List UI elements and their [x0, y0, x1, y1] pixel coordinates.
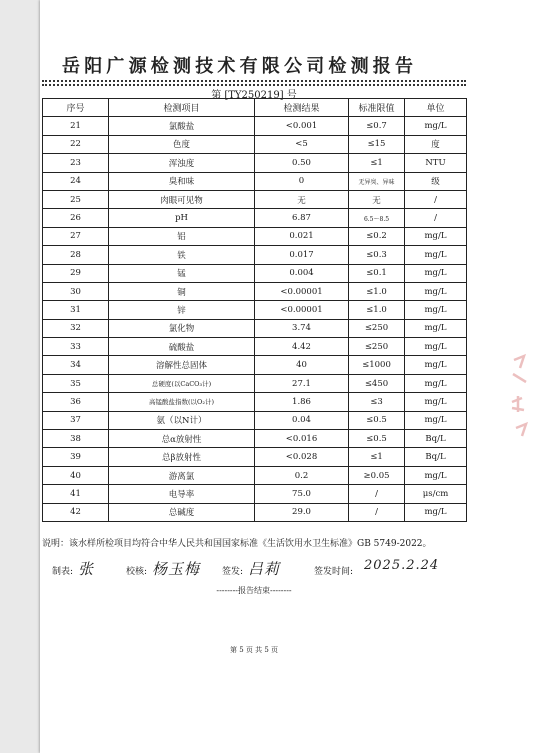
cell-limit: ≤0.7	[349, 117, 405, 135]
cell-result: <0.001	[255, 117, 349, 135]
table-row	[43, 356, 467, 374]
conclusion-note: 说明：该水样所检项目均符合中华人民共和国国家标准《生活饮用水卫生标准》GB 5749-2022。	[42, 539, 432, 549]
table-row	[43, 282, 467, 300]
cell-unit: mg/L	[405, 374, 467, 392]
cell-limit: ≤450	[349, 374, 405, 392]
cell-unit: Bq/L	[405, 448, 467, 466]
report-end-marker: --------报告结束--------	[216, 586, 292, 595]
col-header-limit: 标准限值	[349, 99, 405, 117]
cell-unit: /	[405, 209, 467, 227]
col-header-no: 序号	[43, 99, 109, 117]
cell-result: 29.0	[255, 503, 349, 521]
table-row	[43, 264, 467, 282]
cell-unit: μs/cm	[405, 485, 467, 503]
cell-no: 33	[43, 338, 109, 356]
issue-date-label: 签发时间:	[314, 567, 354, 577]
cell-result: 3.74	[255, 319, 349, 337]
cell-item: 总α放射性	[109, 430, 255, 448]
table-row	[43, 117, 467, 135]
partial-seal-stamp	[508, 352, 534, 442]
cell-limit: ≤0.1	[349, 264, 405, 282]
table-row	[43, 227, 467, 245]
cell-no: 34	[43, 356, 109, 374]
cell-unit: mg/L	[405, 227, 467, 245]
cell-result: 0.004	[255, 264, 349, 282]
cell-unit: mg/L	[405, 319, 467, 337]
cell-unit: mg/L	[405, 356, 467, 374]
cell-no: 26	[43, 209, 109, 227]
cell-result: 0.50	[255, 154, 349, 172]
cell-result: 0	[255, 172, 349, 190]
table-row	[43, 301, 467, 319]
cell-item: 锰	[109, 264, 255, 282]
title-divider-top	[42, 80, 466, 82]
report-title: 岳阳广源检测技术有限公司检测报告	[62, 56, 418, 77]
cell-limit: /	[349, 503, 405, 521]
cell-unit: /	[405, 190, 467, 208]
cell-no: 28	[43, 246, 109, 264]
cell-unit: mg/L	[405, 282, 467, 300]
cell-no: 36	[43, 393, 109, 411]
cell-item: 硫酸盐	[109, 338, 255, 356]
cell-item: 总硬度(以CaCO₃计)	[109, 374, 255, 392]
table-row	[43, 190, 467, 208]
cell-result: <0.00001	[255, 301, 349, 319]
cell-unit: mg/L	[405, 264, 467, 282]
col-header-unit: 单位	[405, 99, 467, 117]
cell-unit: mg/L	[405, 393, 467, 411]
cell-limit: ≤250	[349, 319, 405, 337]
checked-by-signature: 杨玉梅	[152, 560, 201, 578]
table-row	[43, 172, 467, 190]
cell-result: 75.0	[255, 485, 349, 503]
cell-result: 1.86	[255, 393, 349, 411]
table-header-row	[43, 99, 467, 117]
cell-result: 40	[255, 356, 349, 374]
results-table	[42, 98, 467, 522]
cell-no: 31	[43, 301, 109, 319]
cell-limit: ≤0.5	[349, 430, 405, 448]
cell-limit: ≤0.5	[349, 411, 405, 429]
checked-by-label: 校核:	[126, 567, 148, 577]
cell-limit: ≤1	[349, 154, 405, 172]
cell-limit: ≤0.2	[349, 227, 405, 245]
col-header-result: 检测结果	[255, 99, 349, 117]
prepared-by-label: 制表:	[52, 567, 74, 577]
cell-no: 24	[43, 172, 109, 190]
cell-item: pH	[109, 209, 255, 227]
page-footer: 第 5 页 共 5 页	[229, 646, 279, 654]
cell-unit: mg/L	[405, 301, 467, 319]
cell-item: 总碱度	[109, 503, 255, 521]
cell-no: 40	[43, 466, 109, 484]
cell-limit: ≤250	[349, 338, 405, 356]
cell-result: 无	[255, 190, 349, 208]
cell-unit: NTU	[405, 154, 467, 172]
cell-unit: mg/L	[405, 338, 467, 356]
cell-unit: mg/L	[405, 117, 467, 135]
cell-result: 0.017	[255, 246, 349, 264]
cell-result: 0.021	[255, 227, 349, 245]
cell-result: 27.1	[255, 374, 349, 392]
table-row	[43, 338, 467, 356]
cell-item: 游离氯	[109, 466, 255, 484]
cell-result: 4.42	[255, 338, 349, 356]
cell-item: 电导率	[109, 485, 255, 503]
cell-no: 30	[43, 282, 109, 300]
cell-no: 35	[43, 374, 109, 392]
table-row	[43, 374, 467, 392]
cell-item: 总β放射性	[109, 448, 255, 466]
table-row	[43, 466, 467, 484]
cell-item: 浑浊度	[109, 154, 255, 172]
cell-item: 肉眼可见物	[109, 190, 255, 208]
cell-no: 38	[43, 430, 109, 448]
cell-item: 色度	[109, 135, 255, 153]
cell-limit: ≤1.0	[349, 282, 405, 300]
cell-result: <0.028	[255, 448, 349, 466]
table-row	[43, 448, 467, 466]
table-row	[43, 393, 467, 411]
col-header-item: 检测项目	[109, 99, 255, 117]
cell-limit: 6.5～8.5	[349, 209, 405, 227]
cell-item: 溶解性总固体	[109, 356, 255, 374]
cell-limit: 无	[349, 190, 405, 208]
table-row	[43, 411, 467, 429]
cell-unit: mg/L	[405, 411, 467, 429]
cell-no: 32	[43, 319, 109, 337]
table-row	[43, 319, 467, 337]
cell-item: 氯酸盐	[109, 117, 255, 135]
table-row	[43, 430, 467, 448]
table-row	[43, 135, 467, 153]
issued-by-signature: 吕莉	[248, 560, 281, 578]
cell-result: 6.87	[255, 209, 349, 227]
cell-unit: mg/L	[405, 246, 467, 264]
cell-limit: 无异臭、异味	[349, 172, 405, 190]
cell-no: 23	[43, 154, 109, 172]
report-number: 第 [TY250219] 号	[211, 90, 297, 101]
cell-limit: ≤1.0	[349, 301, 405, 319]
cell-no: 22	[43, 135, 109, 153]
cell-no: 25	[43, 190, 109, 208]
signature-row	[52, 558, 472, 582]
cell-item: 臭和味	[109, 172, 255, 190]
cell-item: 铁	[109, 246, 255, 264]
issue-date-value: 2025.2.24	[364, 558, 440, 573]
cell-result: <0.016	[255, 430, 349, 448]
cell-unit: mg/L	[405, 466, 467, 484]
cell-no: 21	[43, 117, 109, 135]
table-row	[43, 154, 467, 172]
cell-item: 氨（以N计）	[109, 411, 255, 429]
cell-unit: 度	[405, 135, 467, 153]
cell-no: 42	[43, 503, 109, 521]
cell-no: 39	[43, 448, 109, 466]
cell-limit: ≤0.3	[349, 246, 405, 264]
cell-result: <5	[255, 135, 349, 153]
cell-result: 0.04	[255, 411, 349, 429]
cell-limit: ≤1	[349, 448, 405, 466]
cell-unit: 级	[405, 172, 467, 190]
cell-unit: mg/L	[405, 503, 467, 521]
cell-no: 41	[43, 485, 109, 503]
cell-unit: Bq/L	[405, 430, 467, 448]
cell-item: 氯化物	[109, 319, 255, 337]
table-row	[43, 246, 467, 264]
table-row	[43, 485, 467, 503]
table-row	[43, 503, 467, 521]
cell-item: 高锰酸盐指数(以O₂计)	[109, 393, 255, 411]
cell-item: 铝	[109, 227, 255, 245]
cell-item: 铜	[109, 282, 255, 300]
seal-fragment-graphic	[508, 352, 534, 442]
cell-no: 29	[43, 264, 109, 282]
cell-no: 37	[43, 411, 109, 429]
cell-limit: ≤3	[349, 393, 405, 411]
cell-item: 锌	[109, 301, 255, 319]
cell-result: <0.00001	[255, 282, 349, 300]
issued-by-label: 签发:	[222, 567, 244, 577]
cell-limit: /	[349, 485, 405, 503]
table-row	[43, 209, 467, 227]
cell-limit: ≥0.05	[349, 466, 405, 484]
cell-limit: ≤15	[349, 135, 405, 153]
cell-no: 27	[43, 227, 109, 245]
cell-limit: ≤1000	[349, 356, 405, 374]
cell-result: 0.2	[255, 466, 349, 484]
prepared-by-signature: 张	[78, 560, 95, 578]
